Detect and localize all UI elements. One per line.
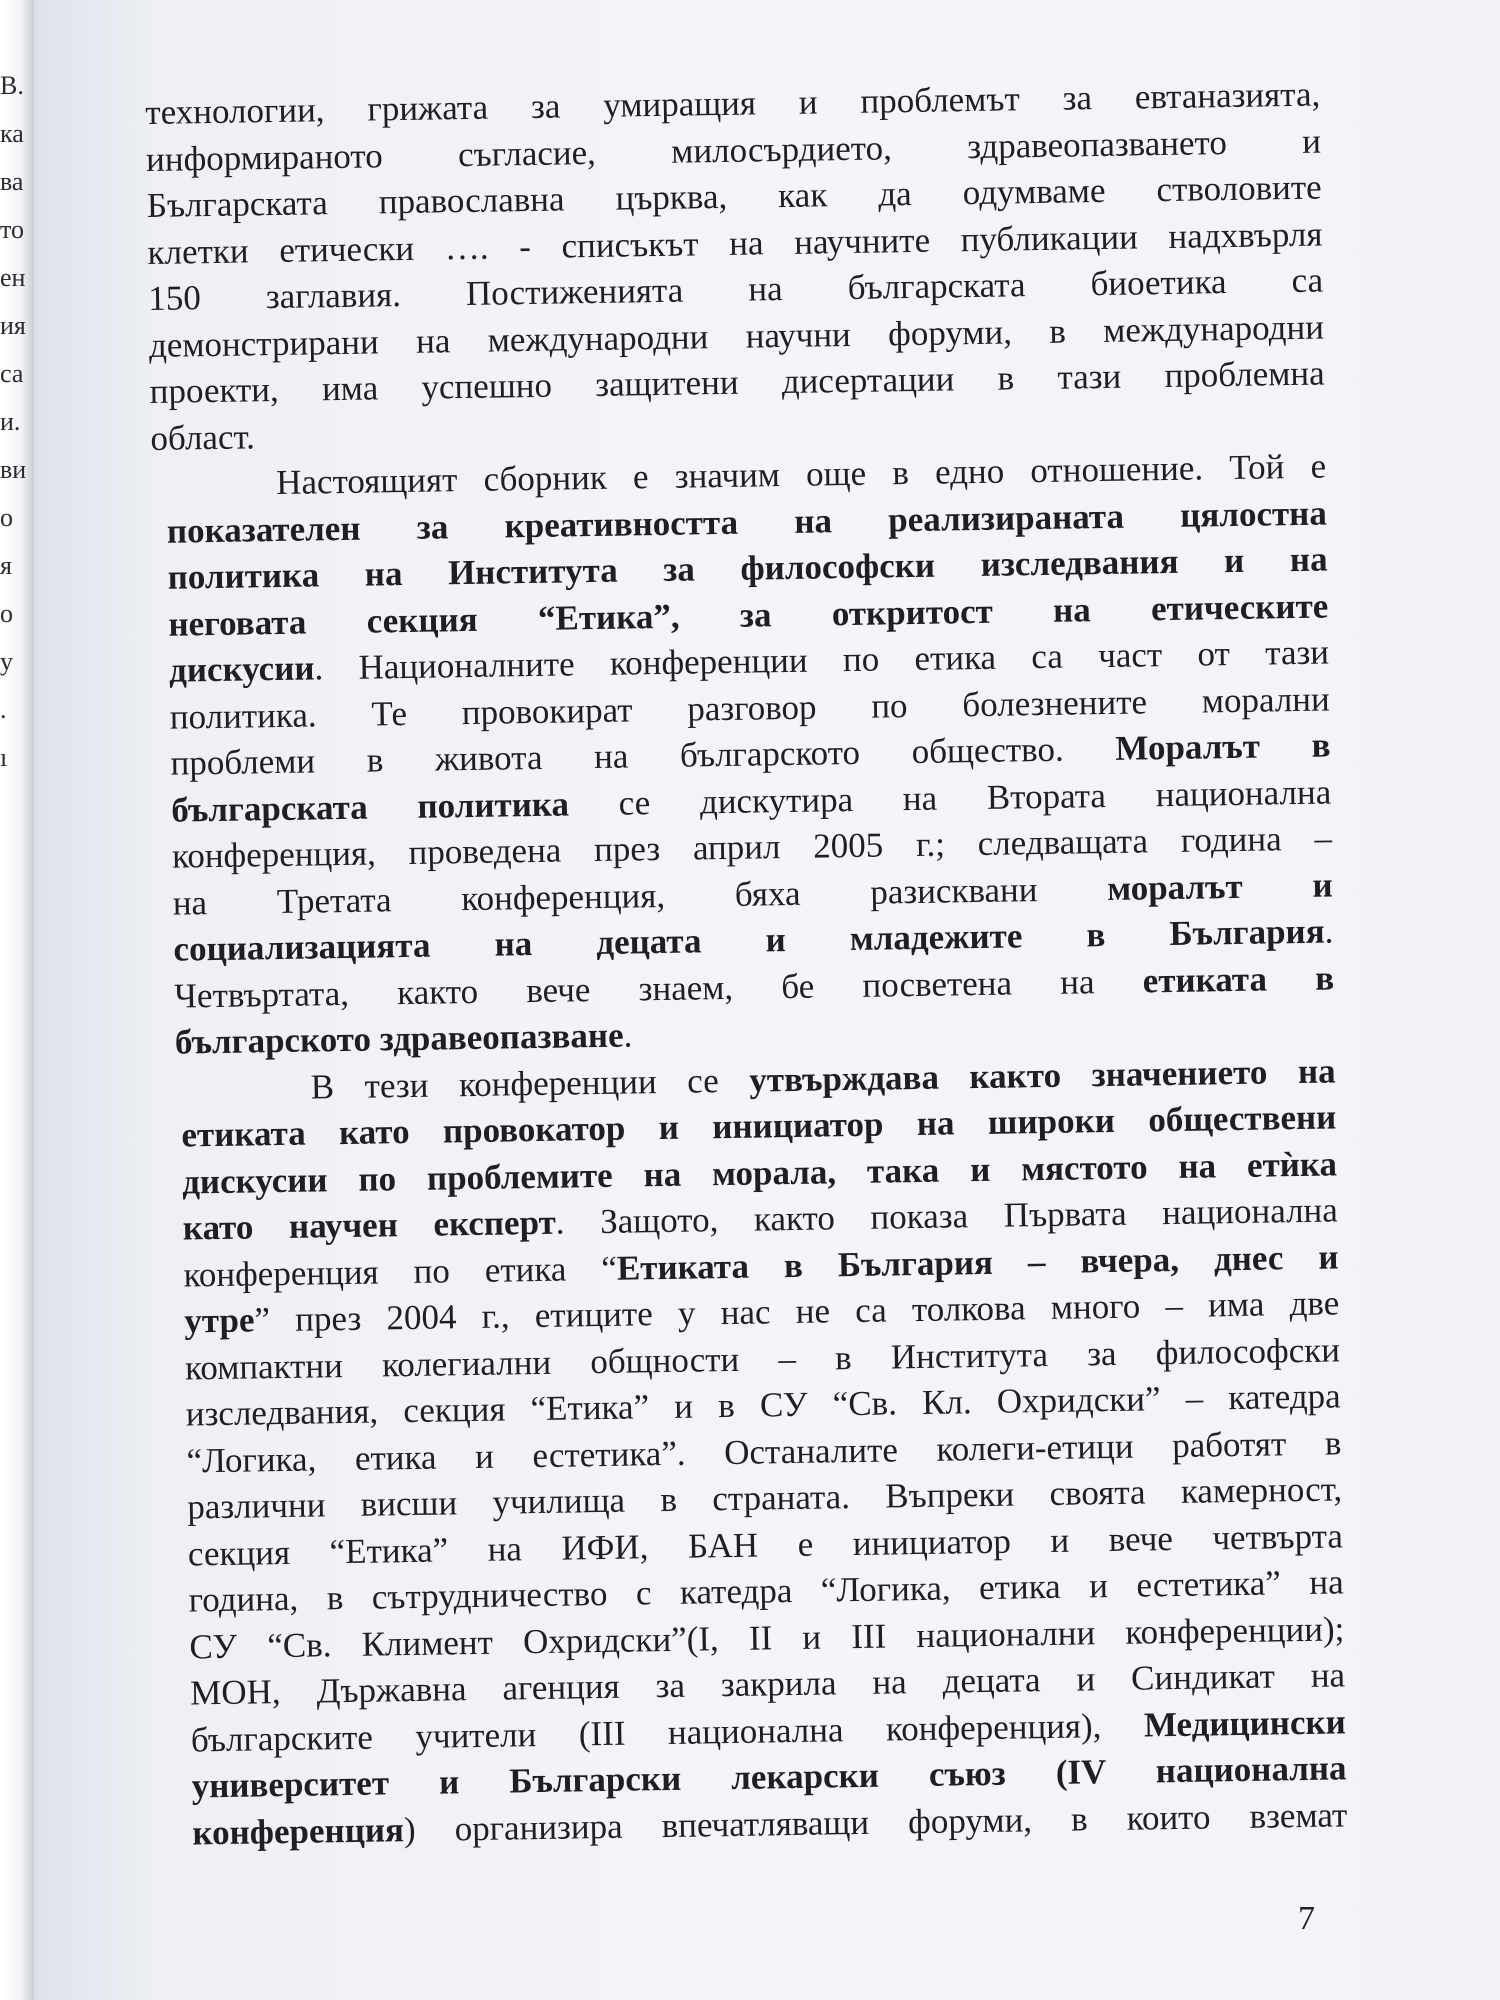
margin-fragment: ı <box>0 743 8 772</box>
text-run: . Защото, както показа Първата национална <box>555 1190 1339 1242</box>
paragraph-3 <box>160 1048 1347 1857</box>
bold-run: социализацията на децата и младежите в България <box>173 911 1325 969</box>
text-line: демонстрирани на международни научни форуми, в международни <box>148 307 1325 365</box>
margin-fragment: ен <box>0 263 26 292</box>
text-run: на Третата конференция, бяха разисквани <box>172 868 1108 923</box>
margin-fragment: ка <box>0 119 24 148</box>
text-run: “Логика, етика и естетика”. Останалите колеги-етици работят в <box>186 1422 1342 1481</box>
bold-run: университет и Български лекарски съюз (IV национална <box>191 1748 1347 1806</box>
text-run: конференция, проведена през април 2005 г.; следващата година – <box>171 818 1333 876</box>
text-run: проблеми в живота на българското общество. <box>170 728 1116 783</box>
bold-run: Медицински <box>1143 1701 1347 1745</box>
text-run: . <box>1324 911 1334 951</box>
bold-run: етиката като провокатор и инициатор на широки обществени <box>181 1097 1337 1155</box>
margin-fragment: ва <box>0 167 24 196</box>
text-run: Настоящият сборник е значим още в едно отношение. Той е <box>275 446 1327 502</box>
margin-fragment: ви <box>0 455 26 484</box>
text-line: технологии, грижата за умиращия и проблемът за евтаназията, <box>145 74 1321 132</box>
bold-run: конференция <box>192 1809 405 1852</box>
text-run: . <box>623 1015 633 1055</box>
bold-run: етиката в <box>1142 957 1335 1000</box>
bold-run: показателен за креативността на реализираната цялостна <box>166 492 1328 551</box>
bold-run: българската политика <box>171 783 570 830</box>
bold-run: моралът и <box>1106 864 1333 908</box>
bold-run: утвърждава както значението на <box>749 1050 1336 1100</box>
bold-run: дискусии по проблемите на морала, така и мястото на етѝка <box>181 1143 1338 1202</box>
text-run: секция “Етика” на ИФИ, БАН е инициатор и вече четвърта <box>187 1515 1344 1574</box>
text-run: изследвания, секция “Етика” и в СУ “Св. Кл. Охридски” – катедра <box>185 1376 1341 1434</box>
margin-fragment: то <box>0 215 25 244</box>
margin-fragment: у <box>0 647 13 676</box>
paragraph-1 <box>145 72 1326 462</box>
margin-fragment: В. <box>0 71 24 100</box>
margin-fragment: . <box>0 695 7 724</box>
text-run: се дискутира на Втората национална <box>568 771 1332 823</box>
text-line: клетки етически …. - списъкът на научните публикации надхвърля <box>147 214 1323 272</box>
text-run: година, в сътрудничество с катедра “Логика, етика и естетика” на <box>188 1562 1344 1620</box>
text-run: ) организира впечатляващи форуми, в които вземат <box>403 1794 1348 1849</box>
margin-fragment: и. <box>0 407 21 436</box>
text-run: ” през 2004 г., етиците у нас не са толкова много – има две <box>254 1283 1340 1340</box>
text-run: конференция по етика “ <box>183 1248 618 1295</box>
margin-fragment: о <box>0 599 13 628</box>
page-number: 7 <box>1298 1900 1315 1937</box>
paragraph-2 <box>151 443 1335 1066</box>
bold-run: българското здравеопазване <box>174 1015 624 1062</box>
text-line: Българската православна църква, как да одумваме стволовите <box>146 167 1322 225</box>
text-line: проекти, има успешно защитени дисертации в тази проблемна <box>149 353 1325 411</box>
bold-run: дискусии <box>168 648 315 690</box>
text-run: българските учители (III национална конференция), <box>190 1705 1145 1759</box>
text-line: област. <box>150 416 256 458</box>
margin-fragment: ия <box>0 311 26 340</box>
text-line: 150 заглавия. Постиженията на българската биоетика са <box>147 260 1324 318</box>
bold-run: утре <box>184 1300 255 1341</box>
text-line: информираното съгласие, милосърдието, здравеопазването и <box>145 121 1322 179</box>
bold-run: неговата секция “Етика”, за откритост на етическите <box>168 585 1329 644</box>
margin-fragment: о <box>0 503 13 532</box>
margin-fragment: я <box>0 551 12 580</box>
bold-run: Етиката в България – вчера, днес и <box>616 1236 1339 1288</box>
text-run: Четвъртата, както вече знаем, бе посветена на <box>173 960 1144 1016</box>
text-run: СУ “Св. Климент Охридски”(I, II и III национални конференции); <box>189 1608 1345 1666</box>
text-run: различни висши училища в страната. Въпреки своята камерност, <box>186 1469 1343 1527</box>
bold-run: като научен експерт <box>182 1202 557 1248</box>
text-run: компактни колегиални общности – в Института за философски <box>184 1329 1341 1388</box>
book-page-body <box>145 72 1348 1857</box>
text-run: В тези конференции се <box>310 1060 750 1107</box>
bold-run: политика на Института за философски изследвания и на <box>167 539 1328 597</box>
bold-run: Моралът в <box>1115 725 1331 768</box>
text-run: МОН, Държавна агенция за закрила на децата и Синдикат на <box>189 1655 1346 1713</box>
text-run: . Националните конференции по етика са част от тази <box>314 632 1330 688</box>
margin-fragment: са <box>0 359 24 388</box>
adjacent-page-text-fragments <box>0 62 26 782</box>
text-run: политика. Те провокират разговор по болезнените морални <box>169 678 1331 737</box>
